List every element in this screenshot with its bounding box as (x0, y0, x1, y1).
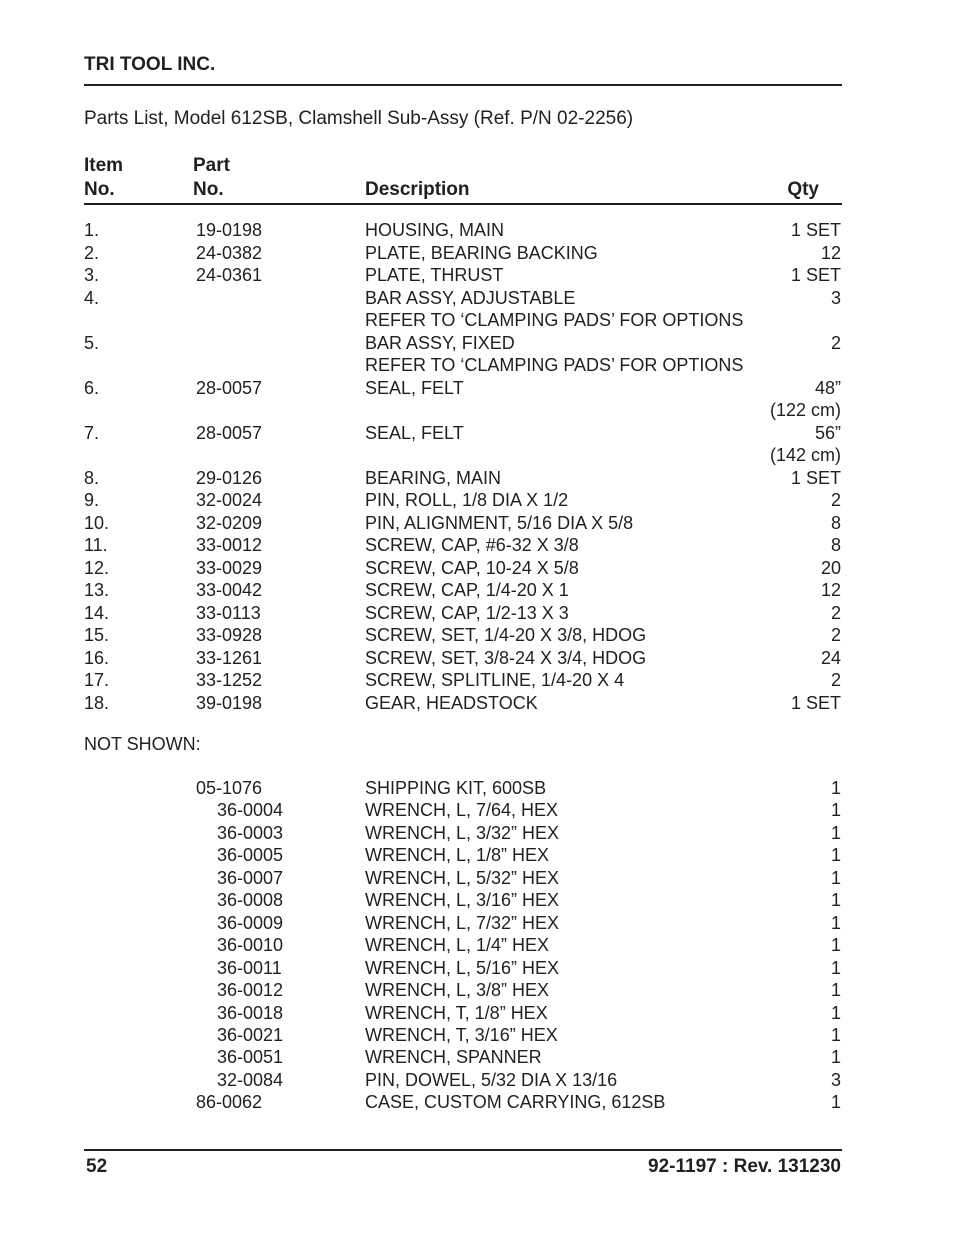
part-description: WRENCH, L, 1/4” HEX (365, 935, 550, 956)
table-row (0, 1070, 954, 1092)
part-description: SCREW, SET, 1/4-20 X 3/8, HDOG (365, 625, 647, 645)
part-number: 33-0029 (196, 557, 263, 578)
part-quantity: 1 (830, 912, 841, 933)
table-row (0, 513, 954, 535)
table-row (0, 890, 954, 912)
table-row (0, 1003, 954, 1025)
item-number: 17. (84, 670, 110, 690)
part-quantity: 1 (830, 800, 841, 821)
part-description: SCREW, CAP, 1/4-20 X 1 (365, 580, 569, 600)
part-quantity: 8 (830, 512, 841, 533)
table-row (0, 378, 954, 400)
part-number: 24-0382 (196, 242, 263, 263)
part-number: 29-0126 (196, 467, 263, 488)
item-number: 10. (84, 512, 110, 533)
part-description: WRENCH, T, 1/8” HEX (365, 1002, 548, 1023)
part-quantity: 3 (830, 287, 841, 308)
table-row (0, 310, 954, 332)
part-number: 86-0062 (196, 1092, 263, 1113)
part-quantity: 20 (820, 557, 841, 578)
table-row (0, 913, 954, 935)
part-number: 36-0010 (217, 935, 284, 956)
part-quantity: 1 SET (790, 692, 841, 713)
item-number: 12. (84, 557, 110, 578)
table-row (0, 1025, 954, 1047)
part-description: WRENCH, L, 7/32” HEX (365, 912, 560, 933)
part-quantity: 2 (830, 602, 841, 623)
not-shown-label: NOT SHOWN: (84, 734, 201, 754)
table-header-rule (84, 203, 842, 205)
part-number: 32-0084 (217, 1069, 284, 1090)
part-quantity: 1 (830, 867, 841, 888)
table-row (0, 980, 954, 1002)
part-quantity: 12 (820, 242, 841, 263)
header-rule (84, 84, 842, 86)
item-number: 4. (84, 287, 100, 308)
part-number: 36-0012 (217, 980, 284, 1001)
part-description: WRENCH, L, 3/8” HEX (365, 980, 550, 1001)
item-number: 14. (84, 602, 110, 623)
part-number: 36-0003 (217, 822, 284, 843)
item-number: 9. (84, 490, 100, 510)
part-number: 33-0113 (196, 602, 261, 623)
part-quantity: 2 (830, 490, 841, 510)
part-description: REFER TO ‘CLAMPING PADS’ FOR OPTIONS (365, 310, 744, 330)
part-description: HOUSING, MAIN (365, 220, 505, 240)
part-description: REFER TO ‘CLAMPING PADS’ FOR OPTIONS (365, 355, 744, 375)
table-row (0, 778, 954, 800)
part-description: PIN, ALIGNMENT, 5/16 DIA X 5/8 (365, 512, 634, 533)
part-description: WRENCH, SPANNER (365, 1047, 542, 1068)
table-row (0, 288, 954, 310)
part-quantity: 1 SET (790, 467, 841, 488)
part-quantity: 24 (820, 647, 841, 668)
part-number: 36-0051 (217, 1047, 284, 1068)
part-number: 33-1252 (196, 670, 263, 690)
item-number: 15. (84, 625, 110, 645)
part-description: WRENCH, L, 3/16” HEX (365, 890, 560, 911)
table-row (0, 1047, 954, 1069)
table-row (0, 400, 954, 422)
part-number: 36-0009 (217, 912, 284, 933)
part-number: 19-0198 (196, 220, 263, 240)
part-quantity: 1 SET (790, 265, 841, 285)
part-description: CASE, CUSTOM CARRYING, 612SB (365, 1092, 666, 1113)
column-header-part-2: No. (193, 179, 224, 200)
part-number: 24-0361 (196, 265, 263, 285)
part-quantity: 48” (814, 377, 841, 398)
part-quantity: 1 SET (790, 220, 841, 240)
table-row (0, 603, 954, 625)
part-quantity: 1 (830, 980, 841, 1001)
part-description: BAR ASSY, ADJUSTABLE (365, 287, 576, 308)
item-number: 7. (84, 422, 100, 443)
table-row (0, 580, 954, 602)
part-description: PLATE, THRUST (365, 265, 504, 285)
part-number: 28-0057 (196, 377, 263, 398)
item-number: 2. (84, 242, 100, 263)
part-description: WRENCH, L, 7/64, HEX (365, 800, 559, 821)
item-number: 6. (84, 377, 100, 398)
part-description: WRENCH, L, 3/32” HEX (365, 822, 560, 843)
table-row (0, 468, 954, 490)
part-quantity: 1 (830, 1024, 841, 1045)
part-description: SCREW, CAP, 10-24 X 5/8 (365, 557, 579, 578)
part-number: 33-0012 (196, 535, 263, 555)
table-row (0, 693, 954, 715)
part-description: SEAL, FELT (365, 422, 464, 443)
part-description: PLATE, BEARING BACKING (365, 242, 598, 263)
part-description: BEARING, MAIN (365, 467, 502, 488)
part-quantity: 12 (820, 580, 841, 600)
part-number: 05-1076 (196, 778, 263, 798)
part-number: 36-0021 (217, 1024, 284, 1045)
table-row (0, 243, 954, 265)
part-quantity: 1 (830, 890, 841, 911)
table-row (0, 558, 954, 580)
table-row (0, 1092, 954, 1114)
part-quantity: 1 (830, 935, 841, 956)
part-description: WRENCH, T, 3/16” HEX (365, 1024, 558, 1045)
column-header-item-1: Item (84, 155, 124, 176)
part-quantity: 8 (830, 535, 841, 555)
item-number: 3. (84, 265, 100, 285)
footer-rule (84, 1149, 842, 1151)
part-quantity: 2 (830, 670, 841, 690)
part-quantity: 2 (830, 332, 841, 353)
part-number: 28-0057 (196, 422, 263, 443)
part-description: SCREW, SPLITLINE, 1/4-20 X 4 (365, 670, 625, 690)
table-row (0, 935, 954, 957)
part-number: 36-0004 (217, 800, 284, 821)
column-header-qty: Qty (787, 179, 819, 200)
item-number: 11. (84, 535, 108, 555)
part-number: 33-0042 (196, 580, 263, 600)
table-row (0, 535, 954, 557)
item-number: 16. (84, 647, 110, 668)
part-description: SCREW, CAP, #6-32 X 3/8 (365, 535, 579, 555)
part-number: 39-0198 (196, 692, 263, 713)
column-header-part-1: Part (193, 155, 230, 176)
part-description: BAR ASSY, FIXED (365, 332, 515, 353)
item-number: 1. (84, 220, 100, 240)
part-quantity: 1 (830, 845, 841, 866)
item-number: 5. (84, 332, 100, 353)
part-description: WRENCH, L, 5/16” HEX (365, 957, 560, 978)
table-row (0, 490, 954, 512)
part-quantity: 2 (830, 625, 841, 645)
table-row (0, 845, 954, 867)
table-row (0, 648, 954, 670)
part-number: 33-0928 (196, 625, 263, 645)
item-number: 18. (84, 692, 110, 713)
table-row (0, 445, 954, 467)
table-row (0, 333, 954, 355)
item-number: 13. (84, 580, 110, 600)
part-quantity: 1 (830, 1002, 841, 1023)
part-quantity: (122 cm) (769, 400, 841, 420)
part-description: SEAL, FELT (365, 377, 464, 398)
company-name: TRI TOOL INC. (84, 54, 216, 75)
part-description: GEAR, HEADSTOCK (365, 692, 538, 713)
table-row (0, 355, 954, 377)
part-quantity: 1 (830, 778, 841, 798)
part-number: 36-0005 (217, 845, 284, 866)
part-description: PIN, DOWEL, 5/32 DIA X 13/16 (365, 1069, 618, 1090)
part-number: 36-0008 (217, 890, 284, 911)
part-quantity: 1 (830, 957, 841, 978)
part-number: 32-0209 (196, 512, 263, 533)
table-row (0, 220, 954, 242)
document-subtitle: Parts List, Model 612SB, Clamshell Sub-Assy (Ref. P/N 02-2256) (84, 108, 634, 129)
part-quantity: 3 (830, 1069, 841, 1090)
part-number: 36-0007 (217, 867, 284, 888)
table-row (0, 265, 954, 287)
part-quantity: 1 (830, 822, 841, 843)
table-row (0, 823, 954, 845)
part-number: 36-0011 (217, 957, 282, 978)
column-header-description: Description (365, 179, 470, 200)
part-quantity: 56” (814, 422, 841, 443)
table-row (0, 670, 954, 692)
part-description: SCREW, CAP, 1/2-13 X 3 (365, 602, 569, 623)
part-number: 36-0018 (217, 1002, 284, 1023)
part-number: 32-0024 (196, 490, 263, 510)
table-row (0, 423, 954, 445)
part-description: PIN, ROLL, 1/8 DIA X 1/2 (365, 490, 569, 510)
part-description: WRENCH, L, 5/32” HEX (365, 867, 560, 888)
table-row (0, 800, 954, 822)
part-description: SCREW, SET, 3/8-24 X 3/4, HDOG (365, 647, 647, 668)
part-quantity: (142 cm) (769, 445, 841, 465)
part-description: WRENCH, L, 1/8” HEX (365, 845, 550, 866)
table-row (0, 958, 954, 980)
table-row (0, 625, 954, 647)
column-header-item-2: No. (84, 179, 115, 200)
part-quantity: 1 (830, 1092, 841, 1113)
part-quantity: 1 (830, 1047, 841, 1068)
part-number: 33-1261 (196, 647, 263, 668)
part-description: SHIPPING KIT, 600SB (365, 778, 547, 798)
item-number: 8. (84, 467, 100, 488)
page-number: 52 (86, 1156, 108, 1177)
table-row (0, 868, 954, 890)
document-reference: 92-1197 : Rev. 131230 (648, 1156, 841, 1177)
